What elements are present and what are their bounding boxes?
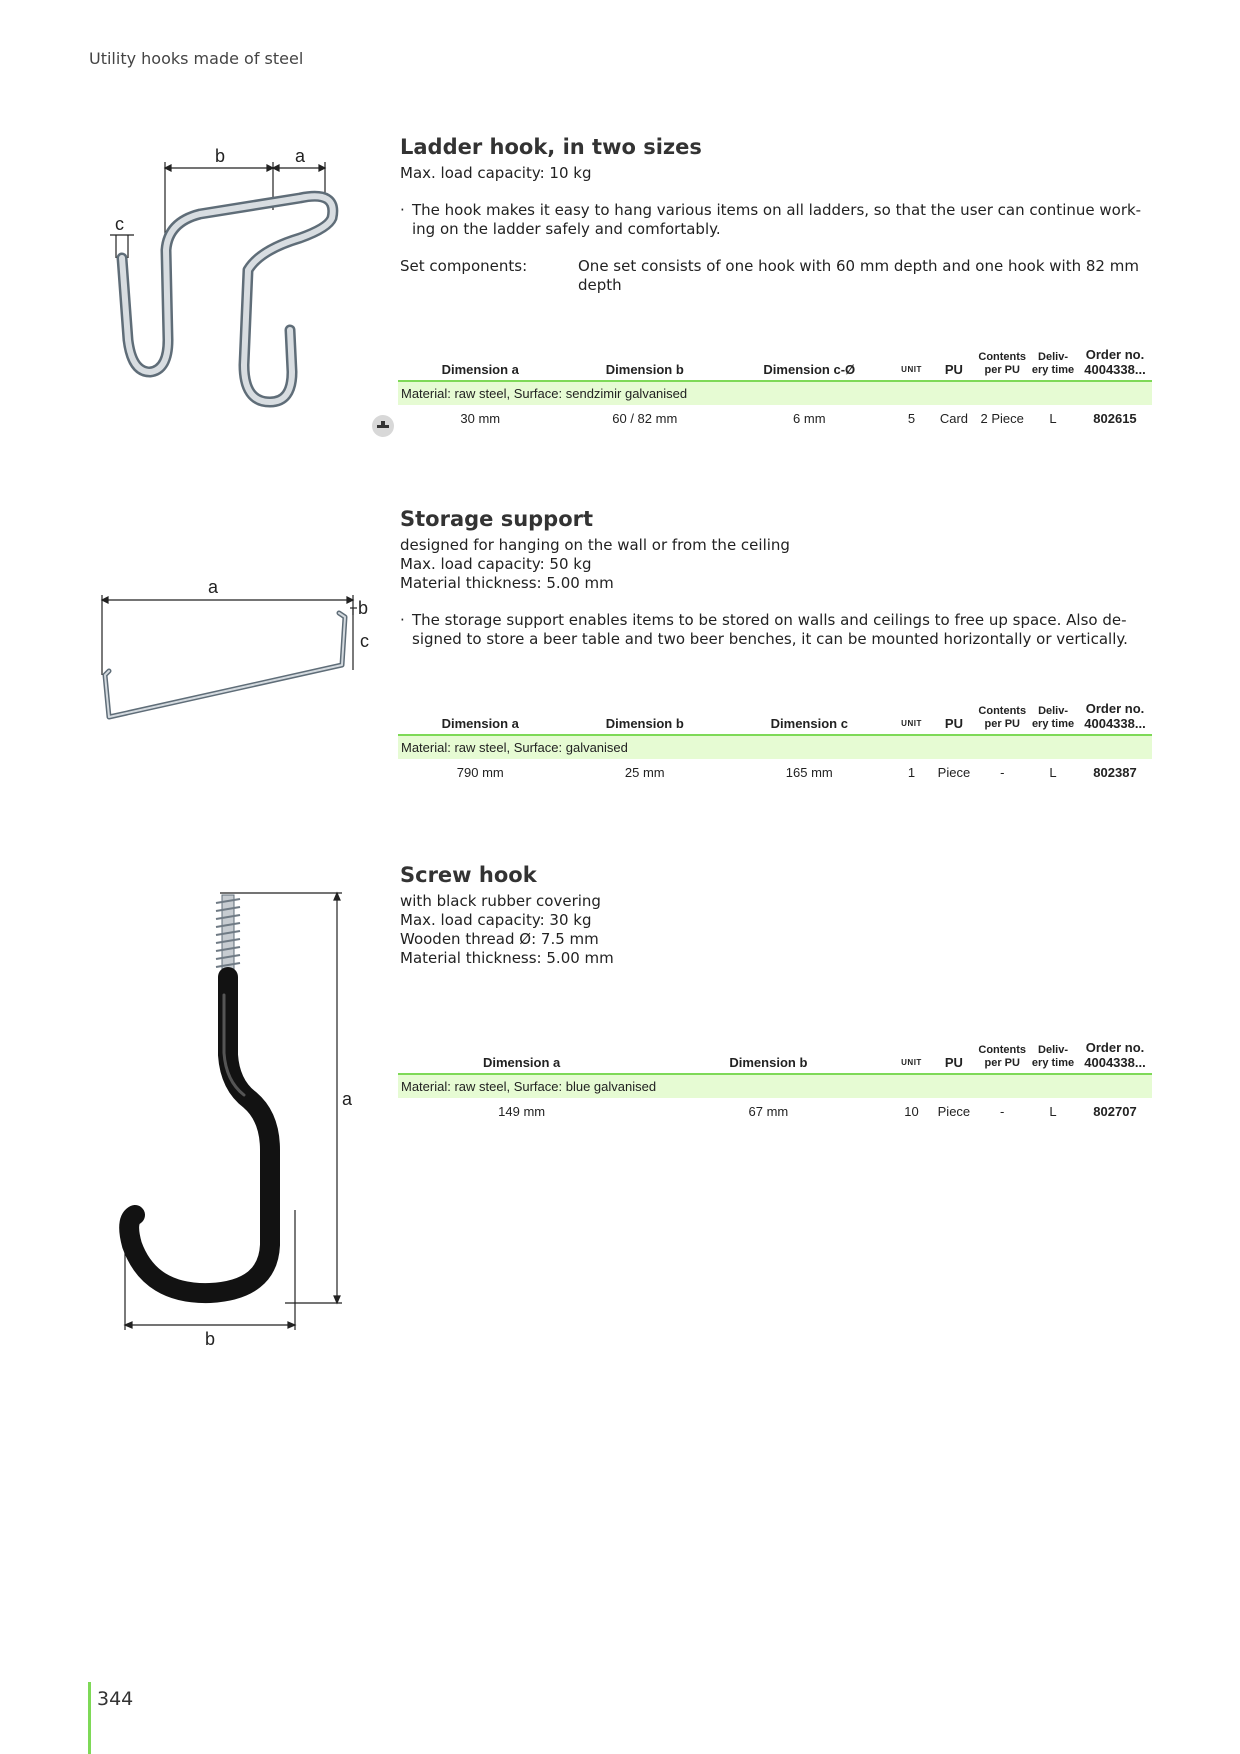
col-dimension-b: Dimension b [563, 347, 728, 381]
col-dimension-b: Dimension b [563, 701, 728, 735]
col-unit: UNIT [892, 701, 932, 735]
screw-hook-spec-table [398, 1040, 1152, 1125]
screw-diagram-label-b: b [205, 1329, 216, 1349]
load-capacity: Max. load capacity: 30 kg [400, 911, 592, 929]
cell-delivery: L [1049, 1104, 1057, 1119]
cart-icon[interactable] [372, 415, 394, 437]
cell-contents: 2 Piece [980, 411, 1024, 426]
set-components [400, 257, 1152, 295]
cell-delivery: L [1049, 765, 1057, 780]
table-header-row [398, 347, 1152, 381]
cell-dimension-a: 30 mm [460, 411, 501, 426]
col-unit: UNIT [892, 347, 932, 381]
feature-text: The storage support enables items to be stored on walls and ceilings to free up space. Also de-signed to store a beer table and two beer benches, it can be mounted horizontally or vertically. [412, 611, 1128, 648]
col-pu: PU [931, 701, 976, 735]
col-dimension-b: Dimension b [645, 1040, 891, 1074]
cell-dimension-b: 25 mm [624, 765, 665, 780]
col-unit: UNIT [892, 1040, 932, 1074]
col-contents-per-pu: Contents per PU [976, 701, 1028, 735]
col-order-no: Order no. 4004338... [1078, 1040, 1152, 1074]
material-text: Material: raw steel, Surface: sendzimir galvanised [398, 381, 1152, 405]
col-delivery-time: Deliv-ery time [1028, 701, 1078, 735]
ladder-hook-description [400, 134, 1152, 295]
ladder-hook-image [110, 140, 360, 430]
col-delivery-time: Deliv-ery time [1028, 347, 1078, 381]
product-title: Screw hook [400, 863, 537, 887]
screw-hook-description [400, 862, 1152, 968]
storage-support-spec-table [398, 701, 1152, 786]
col-order-no: Order no. 4004338... [1078, 347, 1152, 381]
cell-delivery: L [1049, 411, 1057, 426]
col-order-no: Order no. 4004338... [1078, 701, 1152, 735]
page-number: 344 [97, 1688, 134, 1710]
cell-dimension-c: 6 mm [793, 411, 826, 426]
material-row [398, 381, 1152, 405]
storage-support-image [95, 575, 385, 725]
ladder-diagram-label-a: a [295, 146, 306, 166]
material-row [398, 735, 1152, 759]
screw-diagram-label-a: a [342, 1089, 353, 1109]
page-accent-bar [88, 1682, 91, 1754]
cell-dimension-c: 165 mm [785, 765, 833, 780]
feature-text: The hook makes it easy to hang various items on all ladders, so that the user can continue work-ing on the ladder safely and comfortably. [412, 201, 1142, 238]
load-capacity: Max. load capacity: 50 kg [400, 555, 592, 573]
material-text: Material: raw steel, Surface: blue galvanised [398, 1074, 1152, 1098]
set-components-label: Set components: [400, 257, 528, 275]
col-delivery-time: Deliv-ery time [1028, 1040, 1078, 1074]
cell-dimension-b: 67 mm [748, 1104, 789, 1119]
feature-bullet [400, 201, 1152, 239]
col-contents-per-pu: Contents per PU [976, 347, 1028, 381]
bullet-dot-icon: · [400, 201, 405, 219]
product-title: Storage support [400, 507, 594, 531]
material-row [398, 1074, 1152, 1098]
load-capacity: Max. load capacity: 10 kg [400, 164, 592, 182]
covering-text: with black rubber covering [400, 892, 601, 910]
cell-contents: - [1000, 765, 1005, 780]
table-header-row [398, 701, 1152, 735]
cell-pu: Card [939, 411, 969, 426]
col-pu: PU [931, 1040, 976, 1074]
material-thickness: Material thickness: 5.00 mm [400, 949, 614, 967]
cell-unit: 1 [907, 765, 916, 780]
thread-diameter: Wooden thread Ø: 7.5 mm [400, 930, 599, 948]
cell-order-no[interactable]: 802615 [1093, 411, 1137, 426]
cell-pu: Piece [937, 1104, 971, 1119]
storage-diagram-label-b: b [358, 598, 369, 618]
screw-hook-image [110, 885, 370, 1355]
material-thickness: Material thickness: 5.00 mm [400, 574, 614, 592]
feature-bullet [400, 611, 1152, 649]
cell-unit: 10 [904, 1104, 919, 1119]
col-dimension-c: Dimension c [727, 701, 892, 735]
table-row[interactable] [398, 759, 1152, 786]
cell-pu: Piece [937, 765, 971, 780]
ladder-diagram-label-b: b [215, 146, 226, 166]
cell-order-no[interactable]: 802387 [1093, 765, 1137, 780]
usage-text: designed for hanging on the wall or from the ceiling [400, 536, 790, 554]
storage-support-description [400, 506, 1152, 649]
table-row[interactable] [398, 1098, 1152, 1125]
material-text: Material: raw steel, Surface: galvanised [398, 735, 1152, 759]
cell-contents: - [1000, 1104, 1005, 1119]
cell-dimension-b: 60 / 82 mm [612, 411, 678, 426]
cell-unit: 5 [907, 411, 916, 426]
set-components-value: One set consists of one hook with 60 mm depth and one hook with 82 mm depth [578, 257, 1139, 294]
table-header-row [398, 1040, 1152, 1074]
bullet-dot-icon: · [400, 611, 405, 629]
col-dimension-a: Dimension a [398, 1040, 645, 1074]
col-dimension-a: Dimension a [398, 347, 563, 381]
cell-dimension-a: 790 mm [456, 765, 504, 780]
storage-diagram-label-c: c [360, 631, 369, 651]
col-pu: PU [931, 347, 976, 381]
product-title: Ladder hook, in two sizes [400, 135, 702, 159]
col-dimension-a: Dimension a [398, 701, 563, 735]
storage-diagram-label-a: a [208, 577, 219, 597]
col-dimension-c: Dimension c-Ø [727, 347, 892, 381]
col-contents-per-pu: Contents per PU [976, 1040, 1028, 1074]
cell-order-no[interactable]: 802707 [1093, 1104, 1137, 1119]
section-header: Utility hooks made of steel [89, 49, 304, 68]
table-row[interactable] [398, 405, 1152, 432]
cell-dimension-a: 149 mm [498, 1104, 546, 1119]
ladder-hook-spec-table [398, 347, 1152, 432]
ladder-diagram-label-c: c [115, 214, 124, 234]
